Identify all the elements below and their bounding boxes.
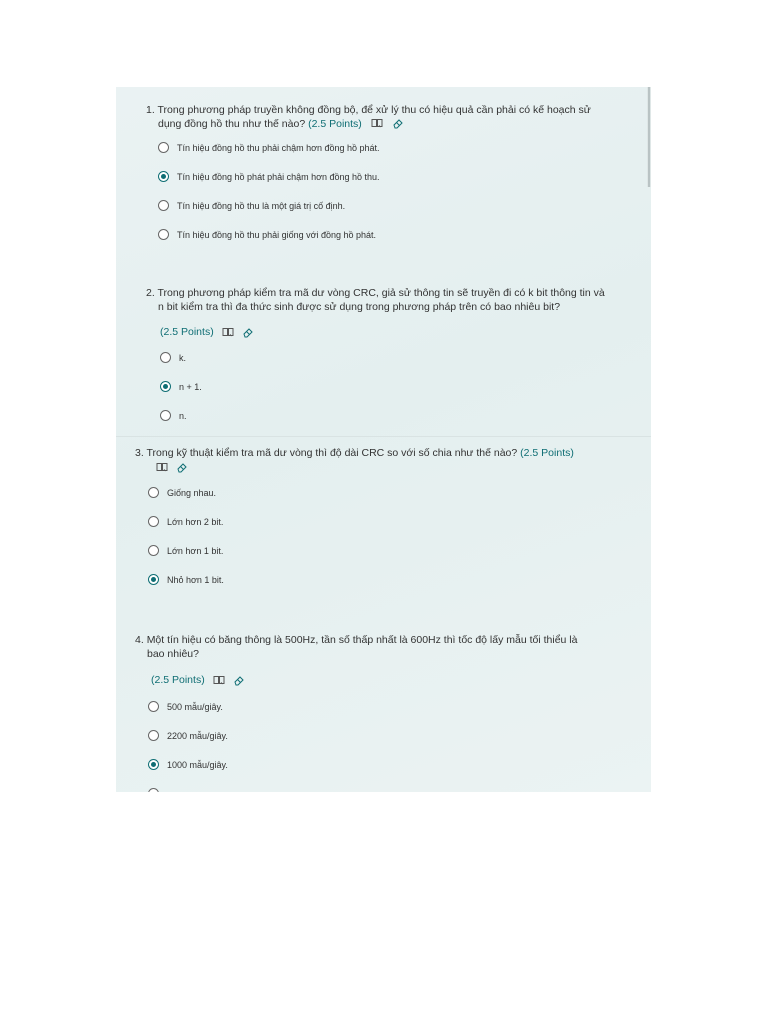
radio-button[interactable] bbox=[148, 545, 159, 556]
radio-button[interactable] bbox=[148, 730, 159, 741]
q4-option-3[interactable] bbox=[148, 759, 228, 770]
question-4 bbox=[135, 633, 635, 661]
option-label: k. bbox=[179, 352, 187, 363]
radio-button-selected[interactable] bbox=[148, 574, 159, 585]
question-number: 2. bbox=[146, 287, 155, 299]
q3-option-4[interactable] bbox=[148, 574, 224, 585]
q1-option-4[interactable] bbox=[158, 229, 376, 240]
option-label: Giống nhau. bbox=[167, 487, 217, 498]
q1-option-1[interactable] bbox=[158, 142, 380, 153]
radio-button[interactable] bbox=[160, 352, 171, 363]
radio-button[interactable] bbox=[148, 701, 159, 712]
scrollbar-thumb[interactable] bbox=[648, 87, 650, 187]
eraser-icon[interactable] bbox=[392, 117, 404, 129]
q3-option-1[interactable] bbox=[148, 487, 216, 498]
question-number: 3. bbox=[135, 447, 144, 459]
option-label: Tín hiệu đồng hồ thu là một giá trị cố định. bbox=[177, 200, 346, 211]
q3-option-2[interactable] bbox=[148, 516, 223, 527]
question-2 bbox=[146, 286, 636, 314]
option-label: Nhỏ hơn 1 bit. bbox=[167, 574, 224, 585]
option-label: Lớn hơn 1 bit. bbox=[167, 545, 224, 556]
option-label: n + 1. bbox=[179, 381, 202, 392]
question-3 bbox=[135, 446, 635, 460]
q4-meta bbox=[151, 674, 245, 686]
question-text-line-2: bao nhiêu? bbox=[147, 648, 199, 660]
question-text-line-2: dụng đồng hồ thu như thế nào? bbox=[158, 118, 306, 130]
eraser-icon[interactable] bbox=[176, 461, 188, 473]
points-label: (2.5 Points) bbox=[151, 674, 205, 686]
immersive-reader-icon[interactable] bbox=[222, 326, 234, 338]
q1-option-2[interactable] bbox=[158, 171, 380, 182]
radio-button[interactable] bbox=[148, 487, 159, 498]
points-label: (2.5 Points) bbox=[520, 447, 574, 459]
radio-button[interactable] bbox=[158, 200, 169, 211]
question-1 bbox=[146, 103, 626, 131]
option-label: 500 mẫu/giây. bbox=[167, 701, 223, 712]
q4-option-2[interactable] bbox=[148, 730, 228, 741]
question-divider bbox=[116, 436, 651, 437]
option-label: Lớn hơn 2 bit. bbox=[167, 516, 224, 527]
radio-button-selected[interactable] bbox=[158, 171, 169, 182]
radio-button[interactable] bbox=[158, 229, 169, 240]
question-text: Trong phương pháp truyền không đồng bộ, để xử lý thu có hiệu quả cần phải có kế hoạch sử bbox=[157, 104, 591, 116]
q2-option-3[interactable] bbox=[160, 410, 187, 421]
q4-option-1[interactable] bbox=[148, 701, 223, 712]
q2-option-1[interactable] bbox=[160, 352, 186, 363]
q2-meta bbox=[160, 326, 254, 338]
quiz-screenshot bbox=[116, 87, 651, 792]
option-label: 2200 mẫu/giây. bbox=[167, 730, 228, 741]
q4-option-4-cutoff[interactable] bbox=[148, 788, 159, 792]
eraser-icon[interactable] bbox=[242, 326, 254, 338]
question-text: Trong phương pháp kiểm tra mã dư vòng CRC, giả sử thông tin sẽ truyền đi có k bit thông tin và bbox=[157, 287, 605, 299]
immersive-reader-icon[interactable] bbox=[371, 117, 383, 129]
points-label: (2.5 Points) bbox=[160, 326, 214, 338]
radio-button[interactable] bbox=[158, 142, 169, 153]
option-label: 1000 mẫu/giây. bbox=[167, 759, 228, 770]
q2-option-2[interactable] bbox=[160, 381, 202, 392]
option-label: Tín hiệu đồng hồ thu phải giống với đồng hồ phát. bbox=[177, 229, 377, 240]
option-label: Tín hiệu đồng hồ thu phải chậm hơn đồng hồ phát. bbox=[177, 142, 380, 153]
question-number: 1. bbox=[146, 104, 155, 116]
question-number: 4. bbox=[135, 634, 144, 646]
option-label: Tín hiệu đồng hồ phát phải chậm hơn đồng hồ thu. bbox=[177, 171, 380, 182]
question-text: Trong kỹ thuật kiểm tra mã dư vòng thì độ dài CRC so với số chia như thế nào? bbox=[146, 447, 518, 459]
option-label: n. bbox=[179, 410, 187, 421]
q3-option-3[interactable] bbox=[148, 545, 223, 556]
immersive-reader-icon[interactable] bbox=[156, 461, 168, 473]
radio-button-selected[interactable] bbox=[160, 381, 171, 392]
immersive-reader-icon[interactable] bbox=[213, 674, 225, 686]
question-text: Một tín hiệu có băng thông là 500Hz, tần số thấp nhất là 600Hz thì tốc độ lấy mẫu tối thiểu là bbox=[146, 634, 578, 646]
q3-meta bbox=[156, 461, 188, 473]
radio-button[interactable] bbox=[148, 516, 159, 527]
q1-option-3[interactable] bbox=[158, 200, 345, 211]
eraser-icon[interactable] bbox=[233, 674, 245, 686]
points-label: (2.5 Points) bbox=[308, 118, 362, 130]
question-text-line-2: n bit kiểm tra thì đa thức sinh được sử dụng trong phương pháp trên có bao nhiêu bit? bbox=[158, 301, 561, 313]
radio-button-selected[interactable] bbox=[148, 759, 159, 770]
radio-button[interactable] bbox=[148, 788, 159, 792]
radio-button[interactable] bbox=[160, 410, 171, 421]
scrollbar[interactable] bbox=[647, 87, 651, 187]
